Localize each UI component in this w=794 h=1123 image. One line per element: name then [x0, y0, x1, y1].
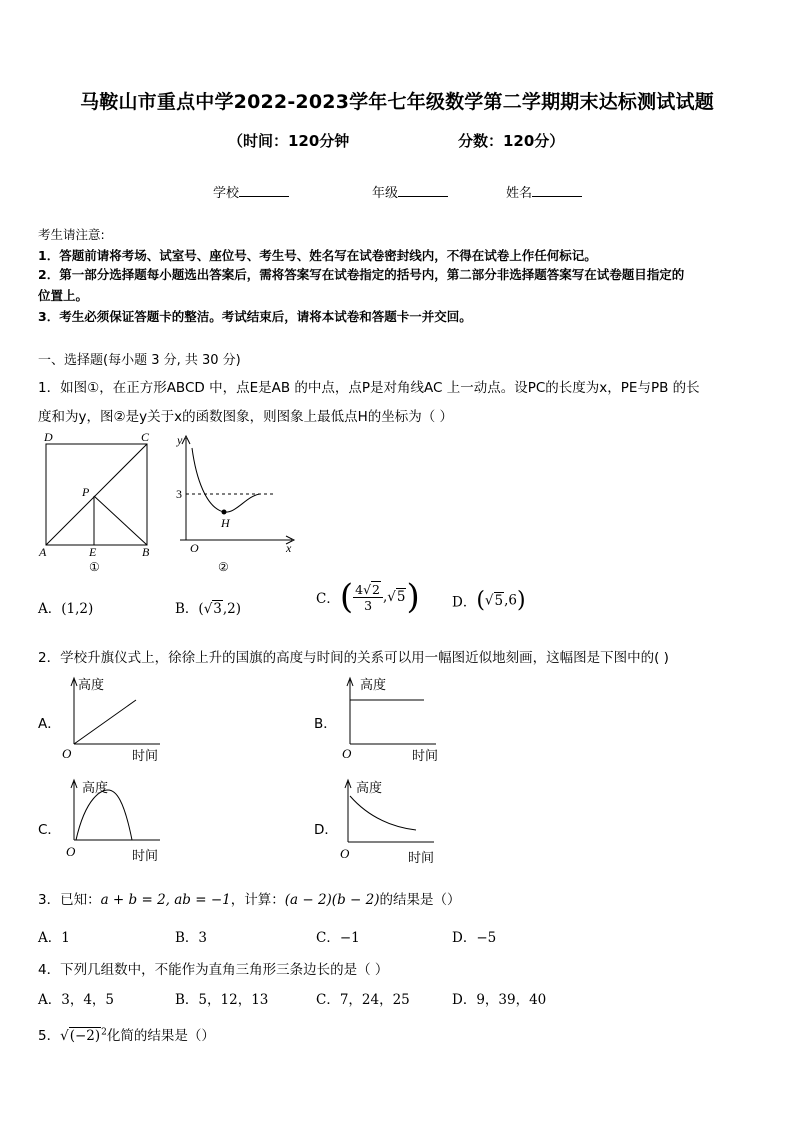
q3-option-b: B．3: [175, 930, 208, 946]
origin-label: O: [340, 846, 350, 861]
given-expression: a + b = 2, ab = −1: [100, 892, 231, 908]
label-3: 3: [176, 487, 182, 501]
label-c: C: [141, 430, 150, 444]
x-axis-label: 时间: [408, 850, 435, 865]
notice-item: 2．第一部分选择题每小题选出答案后，需将答案写在试卷指定的括号内，第二部分非选择题答案写在试卷题目指定的: [38, 267, 685, 282]
q2-option-a-label: A．: [38, 716, 61, 732]
page-title: 马鞍山市重点中学2022-2023学年七年级数学第二学期期末达标测试试题: [80, 91, 714, 113]
grade-label: 年级: [372, 186, 399, 201]
q2-option-d-label: D．: [314, 822, 338, 838]
q3-option-a: A．1: [38, 930, 70, 946]
score-label: 分数：120分）: [458, 132, 565, 150]
square-figure: [38, 430, 150, 574]
name-label: 姓名: [506, 186, 533, 201]
origin-label: O: [66, 844, 76, 859]
school-field: [213, 182, 289, 201]
label-h: H: [221, 516, 230, 530]
school-blank: [239, 184, 289, 197]
fraction: $\frac{4√2}{3}$: [353, 582, 383, 613]
label-b: B: [142, 545, 150, 559]
q1-option-d: D．(√5,6): [452, 588, 526, 613]
origin-label: O: [62, 746, 72, 761]
grade-blank: [398, 184, 448, 197]
q4-option-a: A．3，4，5: [38, 992, 115, 1008]
name-field: [506, 182, 582, 201]
y-axis-label: 高度: [360, 677, 387, 692]
notice-item: 1．答题前请将考场、试室号、座位号、考生号、姓名写在试卷密封线内，不得在试卷上作任何标记。: [38, 248, 597, 263]
q1-option-c: C．( $\frac{4√2}{3}$ ,√5): [316, 577, 420, 617]
graph-b: [334, 672, 444, 766]
name-blank: [532, 184, 582, 197]
q2-option-b-label: B．: [314, 716, 337, 732]
question-4-text: 4．下列几组数中，不能作为直角三角形三条边长的是（ ）: [38, 962, 389, 978]
x-axis-label: 时间: [132, 748, 159, 763]
graph-a: [58, 672, 168, 766]
y-axis-label: 高度: [356, 780, 383, 795]
q2-option-c-label: C．: [38, 822, 61, 838]
grade-field: [372, 182, 448, 201]
notice-item: 3．考生必须保证答题卡的整洁。考试结束后，请将本试卷和答题卡一并交回。: [38, 309, 472, 324]
compute-expression: (a − 2)(b − 2): [284, 892, 380, 908]
notice-item: 位置上。: [38, 288, 89, 303]
label-p: P: [82, 485, 90, 499]
notice-heading: 考生请注意:: [38, 227, 105, 242]
q1-option-b: B．(√3,2): [175, 601, 242, 617]
q4-option-b: B．5，12，13: [175, 992, 269, 1008]
graph-d: [334, 776, 444, 870]
q3-option-d: D．−5: [452, 930, 497, 946]
y-axis-label: 高度: [78, 677, 105, 692]
time-label: （时间：120分钟: [228, 132, 350, 150]
q1-option-a: A．(1,2): [38, 601, 94, 617]
question-2-text: 2．学校升旗仪式上，徐徐上升的国旗的高度与时间的关系可以用一幅图近似地刻画，这幅图是下图中的( ): [38, 650, 669, 666]
question-1-figures: [36, 428, 306, 578]
label-y: y: [177, 433, 183, 447]
function-graph-figure: [176, 433, 294, 574]
q3-option-c: C．−1: [316, 930, 360, 946]
label-x: x: [286, 541, 292, 555]
y-axis-label: 高度: [82, 780, 109, 795]
figure-1-caption: ①: [89, 560, 100, 574]
section-heading: 一、选择题(每小题 3 分, 共 30 分): [38, 353, 241, 368]
question-1-line-1: 1．如图①，在正方形ABCD 中，点E是AB 的中点，点P是对角线AC 上一动点。设PC的长度为x，PE与PB 的长: [38, 380, 700, 396]
q4-option-c: C．7，24，25: [316, 992, 410, 1008]
label-a: A: [39, 545, 47, 559]
q4-option-d: D．9，39，40: [452, 992, 547, 1008]
figure-2-caption: ②: [218, 560, 229, 574]
question-3-text: 3．已知：a + b = 2, ab = −1，计算：(a − 2)(b − 2)的结果是（）: [38, 892, 461, 908]
label-o: O: [190, 541, 199, 555]
question-1-line-2: 度和为y，图②是y关于x的函数图象，则图象上最低点H的坐标为（ ）: [38, 409, 454, 425]
graph-c: [58, 776, 168, 870]
school-label: 学校: [213, 186, 240, 201]
question-5-text: 5．$√(-2)^2$化简的结果是（）: [38, 1027, 215, 1044]
label-d: D: [44, 430, 53, 444]
origin-label: O: [342, 746, 352, 761]
x-axis-label: 时间: [132, 848, 159, 863]
label-e: E: [89, 545, 97, 559]
x-axis-label: 时间: [412, 748, 439, 763]
